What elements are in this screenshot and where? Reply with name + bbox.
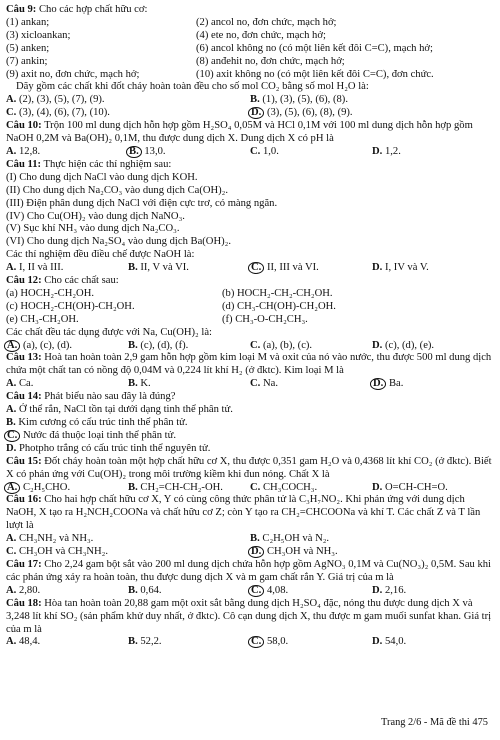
option-letter: C.: [6, 107, 17, 119]
option-text: Na.: [262, 378, 278, 390]
q9-options-row-2: [6, 107, 494, 120]
option-text: I, II và III.: [18, 262, 64, 274]
option-text: Nước đá thuộc loại tinh thể phân tử.: [22, 429, 176, 441]
option-text: 1,2.: [384, 145, 401, 157]
question-14: [6, 391, 494, 456]
q9-option-a[interactable]: [6, 94, 250, 107]
q16-option-d[interactable]: [250, 546, 494, 559]
q12-option-a[interactable]: [6, 340, 128, 353]
q9-row-4: [6, 56, 494, 69]
q9-option-c[interactable]: [6, 107, 250, 120]
q9-option-d[interactable]: [250, 107, 494, 120]
option-letter: D.: [372, 481, 383, 493]
option-letter: A.: [6, 533, 17, 545]
option-text: 2,16.: [384, 584, 407, 596]
q16-option-b[interactable]: [250, 533, 494, 546]
question-17-stem: Cho 2,24 gam bột sắt vào 200 ml dung dịch chứa hỗn hợp gồm AgNO₃ 0,1M và Cu(NO₃)₂ 0,5M. Sau khi các phản ứng xảy ra hoàn toàn, thu được dung dịch X và m gam chất rắn Y. Giá trị của m là: [6, 558, 491, 583]
question-10-stem: Trộn 100 ml dung dịch hỗn hợp gồm H₂SO₄ 0,05M và HCl 0,1M với 100 ml dung dịch hỗn hợp gồm NaOH 0,2M và Ba(OH)₂ 0,1M, thu được dung dịch X. Dung dịch X có pH là: [6, 120, 473, 145]
option-text: Ở thể rắn, NaCl tồn tại dưới dạng tinh thể phân tử.: [18, 404, 233, 416]
q11-options: [6, 262, 494, 275]
option-text: 54,0.: [384, 636, 407, 648]
option-letter: A.: [6, 584, 17, 596]
option-text: (2), (3), (5), (7), (9).: [18, 94, 105, 106]
q11-item-1: (I) Cho dung dịch NaCl vào dung dịch KOH.: [6, 171, 198, 183]
option-letter: A.: [6, 378, 17, 390]
q16-options-row-1: [6, 533, 494, 546]
option-text: Ca.: [18, 378, 34, 390]
option-letter: C.: [250, 481, 261, 493]
q12-option-b[interactable]: [128, 340, 250, 353]
q9-item-3: (3) xicloankan;: [6, 29, 71, 41]
option-text: 13,0.: [144, 145, 166, 157]
q15-option-c[interactable]: [250, 482, 372, 495]
q16-option-c[interactable]: [6, 546, 250, 559]
option-text: I, IV và V.: [384, 262, 429, 274]
option-text: (3), (4), (6), (7), (10).: [18, 107, 110, 119]
option-letter: D.: [372, 145, 383, 157]
q12-item-d: (d) CH₃-CH(OH)-CH₂OH.: [222, 300, 336, 312]
q12-options: [6, 340, 494, 353]
question-13-head: Câu 13:: [6, 352, 42, 364]
question-11: [6, 159, 494, 275]
option-text: K.: [140, 378, 151, 390]
option-letter: C.: [250, 145, 261, 157]
question-11-stem: Thực hiện các thí nghiệm sau:: [43, 158, 172, 170]
q11-option-a[interactable]: [6, 262, 128, 275]
option-letter: B.: [128, 481, 138, 493]
q9-item-10: (10) axit không no (có một liên kết đôi C=C), đơn chức.: [196, 68, 434, 80]
option-letter: A.: [6, 262, 17, 274]
option-text: (c), (d), (f).: [140, 339, 189, 351]
q12-item-a: (a) HOCH₂-CH₂OH.: [6, 287, 95, 299]
question-12-head: Câu 12:: [6, 275, 42, 287]
q9-item-8: (8) anđehit no, đơn chức, mạch hở;: [196, 55, 345, 67]
q13-option-c[interactable]: [250, 378, 372, 391]
question-13: [6, 352, 494, 391]
option-letter: B.: [128, 262, 138, 274]
q15-option-d[interactable]: [372, 482, 494, 495]
question-10-head: Câu 10:: [6, 120, 42, 132]
q11-item-4: (IV) Cho Cu(OH)₂ vào dung dịch NaNO₃.: [6, 210, 185, 222]
q17-option-d[interactable]: [372, 585, 494, 598]
option-letter: A.: [6, 94, 17, 106]
option-text: (a), (b), (c).: [262, 339, 313, 351]
q16-option-a[interactable]: [6, 533, 250, 546]
selected-answer-circle: C.: [248, 262, 264, 274]
option-text: C₂H₅CHO.: [22, 481, 71, 493]
q15-option-a[interactable]: [6, 482, 128, 495]
option-text: 0,64.: [140, 584, 162, 596]
q9-row-1: [6, 17, 494, 30]
q12-option-c[interactable]: [250, 340, 372, 353]
question-9-stem: Cho các hợp chất hữu cơ:: [38, 4, 148, 15]
q17-option-b[interactable]: [128, 585, 250, 598]
question-15: [6, 456, 494, 495]
q14-option-b[interactable]: [6, 417, 494, 430]
question-9-question: Dãy gồm các chất khi đốt cháy hoàn toàn đều cho số mol CO₂ bằng số mol H₂O là:: [16, 81, 369, 93]
q12-row-2: [6, 301, 494, 314]
option-letter: C.: [6, 546, 17, 558]
q9-row-2: [6, 30, 494, 43]
question-9-head: Câu 9:: [6, 4, 37, 15]
q17-options: [6, 585, 494, 598]
question-16: [6, 494, 494, 559]
question-11-head: Câu 11:: [6, 158, 42, 170]
option-letter: B.: [250, 94, 260, 106]
q9-item-4: (4) ete no, đơn chức, mạch hở;: [196, 29, 326, 41]
option-letter: B.: [128, 584, 138, 596]
q9-options-row-1: [6, 94, 494, 107]
q16-options-row-2: [6, 546, 494, 559]
q12-item-f: (f) CH₃-O-CH₂CH₃.: [222, 313, 308, 325]
q10-options: [6, 146, 494, 159]
question-18-head: Câu 18:: [6, 597, 42, 609]
q17-option-c[interactable]: [250, 585, 372, 598]
page-footer: Trang 2/6 - Mã đề thi 475: [381, 717, 488, 729]
q11-item-6: (VI) Cho dung dịch Na₂SO₄ vào dung dịch Ba(OH)₂.: [6, 236, 231, 248]
q18-option-d[interactable]: [372, 636, 494, 649]
selected-answer-circle: D.: [370, 378, 386, 390]
question-12-question: Các chất đều tác dụng được với Na, Cu(OH)₂ là:: [6, 326, 212, 338]
option-letter: A.: [6, 636, 17, 648]
option-text: Photpho trắng có cấu trúc tinh thể nguyên tử.: [18, 442, 211, 454]
q10-option-b[interactable]: [128, 146, 250, 159]
q12-row-1: [6, 288, 494, 301]
question-14-head: Câu 14:: [6, 391, 42, 403]
q18-option-a[interactable]: [6, 636, 128, 649]
q11-item-5: (V) Sục khí NH₃ vào dung dịch Na₂CO₃.: [6, 223, 180, 235]
option-letter: B.: [128, 636, 138, 648]
question-13-stem: Hoà tan hoàn toàn 2,9 gam hỗn hợp gồm kim loại M và oxit của nó vào nước, thu được 500 ml dung dịch chứa một chất tan có nồng độ 0,04M và 0,224 lít khí H₂ (ở đktc). Kim loại M là: [6, 352, 492, 377]
q12-item-e: (e) CH₃-CH₂OH.: [6, 313, 79, 325]
q14-option-c[interactable]: [6, 430, 494, 443]
option-letter: B.: [250, 533, 260, 545]
option-text: (1), (3), (5), (6), (8).: [262, 94, 348, 106]
option-text: CH₃NH₂ và NH₃.: [18, 533, 94, 545]
q11-item-2: (II) Cho dung dịch Na₂CO₃ vào dung dịch Ca(OH)₂.: [6, 184, 229, 196]
question-12: [6, 275, 494, 352]
selected-answer-circle: D.: [248, 107, 264, 119]
option-letter: B.: [128, 339, 138, 351]
question-10: [6, 120, 494, 159]
question-12-stem: Cho các chất sau:: [44, 275, 119, 287]
q11-option-d[interactable]: [372, 262, 494, 275]
q11-option-b[interactable]: [128, 262, 250, 275]
option-letter: C.: [250, 378, 261, 390]
q15-option-b[interactable]: [128, 482, 250, 495]
question-18-stem: Hòa tan hoàn toàn 20,88 gam một oxit sắt bằng dung dịch H₂SO₄ đặc, nóng thu được dung dịch X và 3,248 lít khí SO₂ (sản phẩm khử duy nhất, ở đktc). Cô cạn dung dịch X, thu được m gam muối sunfat khan. Giá trị của m là: [6, 597, 492, 635]
q12-option-d[interactable]: [372, 340, 494, 353]
q9-item-7: (7) ankin;: [6, 55, 48, 67]
selected-answer-circle: A.: [4, 482, 20, 494]
q18-option-b[interactable]: [128, 636, 250, 649]
q14-option-d[interactable]: [6, 443, 494, 456]
q9-item-1: (1) ankan;: [6, 16, 50, 28]
option-text: Ba.: [388, 378, 404, 390]
q17-option-a[interactable]: [6, 585, 128, 598]
option-text: (3), (5), (6), (8), (9).: [266, 107, 353, 119]
option-text: 2,80.: [18, 584, 41, 596]
question-14-stem: Phát biểu nào sau đây là đúng?: [44, 391, 176, 403]
option-text: 12,8.: [18, 145, 41, 157]
question-11-question: Các thí nghiệm đều điều chế được NaOH là:: [6, 249, 195, 261]
q11-option-c[interactable]: [250, 262, 372, 275]
q13-option-d[interactable]: [372, 378, 494, 391]
selected-answer-circle: D.: [248, 546, 264, 558]
option-text: CH₃OH và CH₃NH₂.: [18, 546, 109, 558]
q13-options: [6, 378, 494, 391]
option-letter: D.: [372, 636, 383, 648]
question-16-stem: Cho hai hợp chất hữu cơ X, Y có cùng công thức phân tử là C₃H₇NO₂. Khi phản ứng với dung dịch NaOH, X tạo ra H₂NCH₂COONa và chất hữu cơ Z; còn Y tạo ra CH₂=CHCOONa và khí T. Các chất Z và T lần lượt là: [6, 494, 481, 532]
option-text: CH₃COCH₃.: [262, 481, 318, 493]
selected-answer-circle: B.: [126, 146, 142, 158]
option-text: II, V và VI.: [140, 262, 189, 274]
option-text: C₂H₅OH và N₂.: [262, 533, 330, 545]
option-letter: D.: [372, 584, 383, 596]
option-letter: C.: [250, 339, 261, 351]
q12-row-3: [6, 314, 494, 327]
option-text: (c), (d), (e).: [384, 339, 435, 351]
selected-answer-circle: C.: [248, 636, 264, 648]
option-letter: A.: [6, 145, 17, 157]
q11-item-3: (III) Điện phân dung dịch NaCl với điện cực trơ, có màng ngăn.: [6, 197, 278, 209]
selected-answer-circle: C.: [4, 430, 20, 442]
option-letter: B.: [6, 417, 16, 428]
option-text: (a), (c), (d).: [22, 339, 73, 351]
q14-option-a[interactable]: [6, 404, 494, 417]
q15-options: [6, 482, 494, 495]
option-text: 1,0.: [262, 145, 279, 157]
option-letter: B.: [128, 378, 138, 390]
q9-item-5: (5) anken;: [6, 42, 50, 54]
option-text: O=CH-CH=O.: [384, 481, 448, 493]
option-text: CH₂=CH-CH₂-OH.: [140, 481, 223, 493]
option-text: Kim cương có cấu trúc tinh thể phân tử.: [18, 417, 188, 428]
option-letter: D.: [372, 262, 383, 274]
question-17: [6, 559, 494, 598]
option-letter: D.: [372, 339, 383, 351]
question-16-head: Câu 16:: [6, 494, 42, 506]
q10-option-d[interactable]: [372, 146, 494, 159]
q13-option-b[interactable]: [128, 378, 250, 391]
option-text: II, III và VI.: [266, 262, 319, 274]
option-text: 58,0.: [266, 636, 289, 648]
q13-option-a[interactable]: [6, 378, 128, 391]
question-9: [6, 4, 494, 120]
q10-option-a[interactable]: [6, 146, 128, 159]
q9-row-5: [6, 69, 494, 82]
q9-item-2: (2) ancol no, đơn chức, mạch hở;: [196, 16, 337, 28]
option-text: 48,4.: [18, 636, 41, 648]
question-18: [6, 598, 494, 650]
q12-item-b: (b) HOCH₂-CH₂-CH₂OH.: [222, 287, 333, 299]
q9-row-3: [6, 43, 494, 56]
question-15-head: Câu 15:: [6, 455, 42, 467]
option-letter: A.: [6, 404, 17, 416]
q9-item-9: (9) axit no, đơn chức, mạch hở;: [6, 68, 140, 80]
option-text: 4,08.: [266, 584, 289, 596]
question-15-stem: Đốt cháy hoàn toàn một hợp chất hữu cơ X, thu được 0,351 gam H₂O và 0,4368 lít khí CO₂ (ở đktc). Biết X có phản ứng với Cu(OH)₂ trong môi trường kiềm khi đun nóng. Chất X là: [6, 455, 492, 480]
q18-options: [6, 636, 494, 649]
q18-option-c[interactable]: [250, 636, 372, 649]
option-letter: D.: [6, 442, 17, 454]
q10-option-c[interactable]: [250, 146, 372, 159]
option-text: CH₃OH và NH₃.: [266, 546, 338, 558]
option-text: 52,2.: [140, 636, 162, 648]
q9-item-6: (6) ancol không no (có một liên kết đôi C=C), mạch hở;: [196, 42, 433, 54]
q12-item-c: (c) HOCH₂-CH(OH)-CH₂OH.: [6, 300, 135, 312]
q9-option-b[interactable]: [250, 94, 494, 107]
selected-answer-circle: A.: [4, 340, 20, 352]
selected-answer-circle: C.: [248, 585, 264, 597]
question-17-head: Câu 17:: [6, 558, 42, 570]
